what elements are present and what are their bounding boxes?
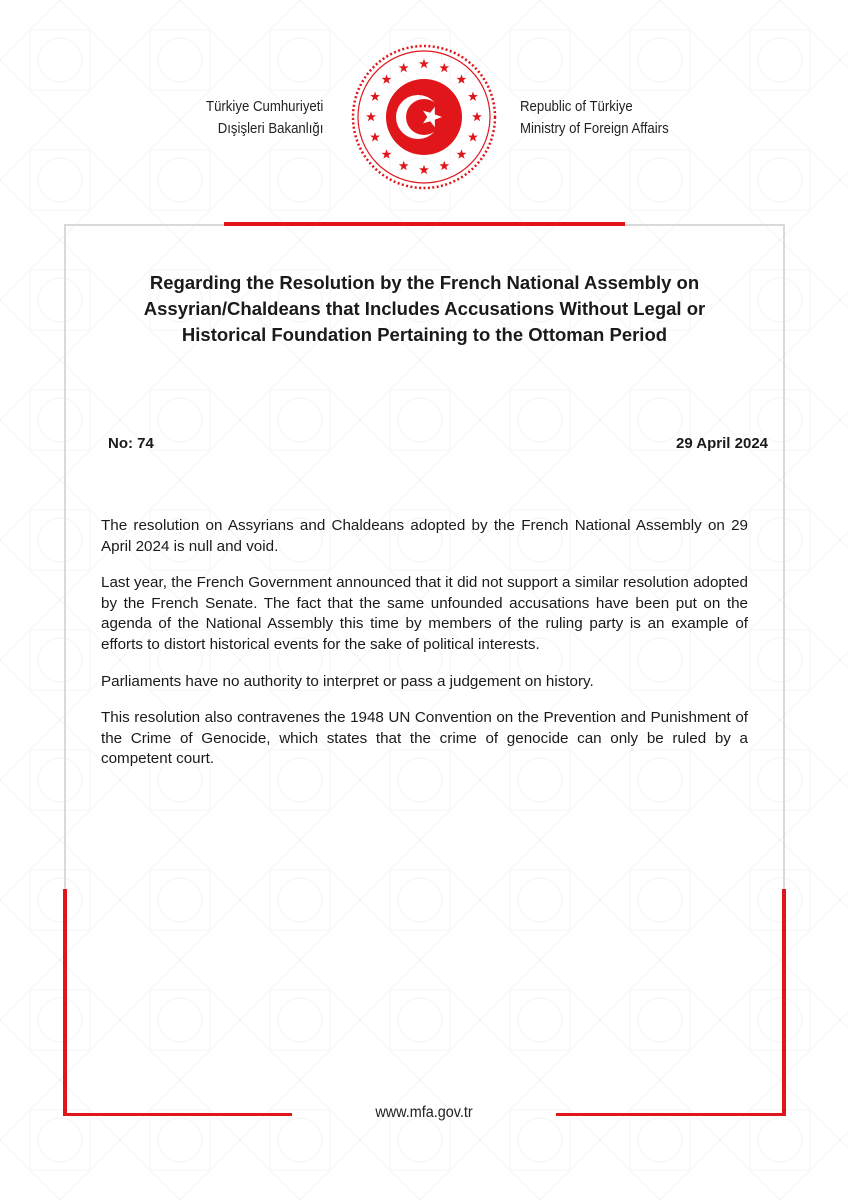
frame-top-right-line xyxy=(625,224,785,226)
frame-top-red-accent xyxy=(224,222,625,226)
ministry-tr-line2: Dışişleri Bakanlığı xyxy=(217,120,323,137)
document-body xyxy=(101,516,748,786)
body-paragraph: Parliaments have no authority to interpret or pass a judgement on history. xyxy=(101,672,594,690)
press-release-number: No: 74 xyxy=(108,435,154,452)
title-line: Assyrian/Chaldeans that Includes Accusations Without Legal or xyxy=(143,298,706,319)
frame-right-line xyxy=(783,224,785,889)
seal-star-icon xyxy=(370,132,380,141)
frame-right-red-accent xyxy=(782,889,786,1116)
frame-bottom-right-red-accent xyxy=(556,1113,786,1116)
press-release-date: 29 April 2024 xyxy=(676,435,768,452)
turkish-crescent-star-seal-icon xyxy=(349,42,499,192)
frame-left-red-accent xyxy=(63,889,67,1116)
frame-left-line xyxy=(64,224,66,889)
seal-star-icon xyxy=(472,112,482,121)
ministry-name-turkish xyxy=(206,96,323,140)
seal-star-icon xyxy=(439,161,449,170)
seal-star-icon xyxy=(382,74,392,83)
seal-star-icon xyxy=(419,165,429,174)
frame-bottom-left-red-accent xyxy=(63,1113,292,1116)
document-title xyxy=(92,270,757,348)
ministry-tr-line1: Türkiye Cumhuriyeti xyxy=(205,98,323,115)
seal-star-icon xyxy=(468,132,478,141)
title-line: Historical Foundation Pertaining to the Ottoman Period xyxy=(181,324,668,345)
seal-star-icon xyxy=(457,149,467,158)
body-paragraph: The resolution on Assyrians and Chaldeans adopted by the French National Assembly on 29 April 2024 is null and void. xyxy=(101,517,748,555)
seal-star-icon xyxy=(382,149,392,158)
ministry-name-english xyxy=(520,96,669,140)
body-paragraph: This resolution also contravenes the 1948 UN Convention on the Prevention and Punishment of the Crime of Genocide, which states that the crime of genocide can only be ruled by a competent court. xyxy=(101,709,748,768)
seal-star-icon xyxy=(457,74,467,83)
body-paragraph: Last year, the French Government announced that it did not support a similar resolution adopted by the French Senate. The fact that the same unfounded accusations have been put on the agenda of the National Assembly this time by members of the ruling party is an example of efforts to distort historical events for the sake of political interests. xyxy=(101,574,748,653)
ministry-en-line2: Ministry of Foreign Affairs xyxy=(520,120,669,137)
frame-top-left-line xyxy=(64,224,224,226)
title-line: Regarding the Resolution by the French National Assembly on xyxy=(149,272,700,293)
seal-star-icon xyxy=(439,63,449,72)
ministry-en-line1: Republic of Türkiye xyxy=(520,98,633,115)
seal-star-icon xyxy=(370,92,380,101)
seal-star-icon xyxy=(468,92,478,101)
seal-star-icon xyxy=(399,63,409,72)
seal-star-icon xyxy=(419,59,429,68)
seal-star-icon xyxy=(366,112,376,121)
seal-star-icon xyxy=(399,161,409,170)
website-link[interactable]: www.mfa.gov.tr xyxy=(375,1104,473,1121)
